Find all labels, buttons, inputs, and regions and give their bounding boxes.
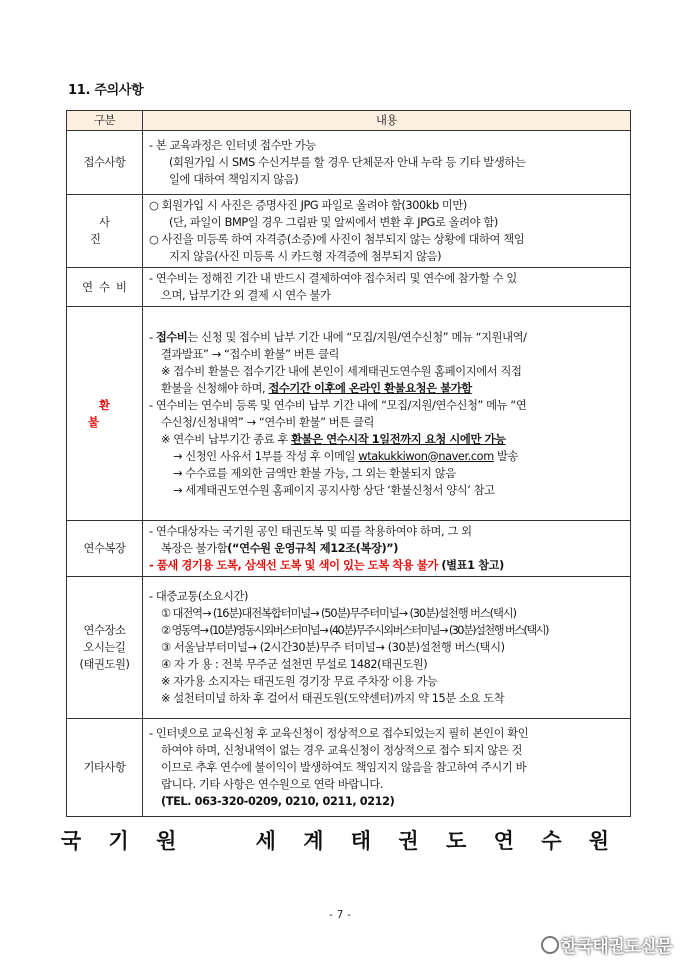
- refund-line-8-text: → 신청인 사유서 1부를 작성 후 이메일: [173, 449, 359, 463]
- category-directions: [67, 577, 143, 719]
- photo-line-4: 지지 않음(사진 미등록 시 카드형 자격증에 첨부되지 않음): [169, 250, 442, 263]
- content-other: [143, 719, 631, 817]
- page-number: - 7 -: [329, 908, 351, 921]
- refund-line-8: [149, 448, 626, 465]
- row-refund: [67, 307, 631, 521]
- refund-dash: -: [149, 330, 156, 344]
- refund-line-10: → 세계태권도연수원 홈페이지 공지사항 상단 ‘환불신청서 양식’ 참고: [173, 483, 495, 497]
- directions-route-4: ④ 자 가 용 : 전북 무주군 설천면 무설로 1482(태권도원): [161, 658, 428, 671]
- photo-line-3: ○ 사진을 미등록 하여 자격증(소증)에 사진이 첨부되지 않는 상황에 대하여 책임: [149, 233, 525, 246]
- other-line-4: 랍니다. 기타 사항은 연수원으로 연락 바랍니다.: [161, 778, 384, 791]
- photo-line-1: ○ 회원가입 시 사진은 증명사진 JPG 파일로 올려야 함(300kb 미만): [149, 199, 467, 212]
- reception-line-2: (회원가입 시 SMS 수신거부를 할 경우 단체문자 안내 누락 등 기타 발생하는: [169, 156, 526, 169]
- content-fee: [143, 268, 631, 307]
- row-fee: [67, 268, 631, 307]
- watermark: [541, 932, 672, 957]
- refund-email-link[interactable]: wtakukkiwon@naver.com: [358, 449, 494, 463]
- uniform-line-1: - 연수대상자는 국기원 공인 태권도복 및 띠를 착용하여야 하며, 그 외: [149, 525, 472, 538]
- uniform-line-3: [149, 557, 626, 574]
- section-title: 11. 주의사항: [68, 83, 144, 98]
- directions-category-line-3: (태권도원): [79, 658, 130, 671]
- directions-note-1: ※ 자가용 소지자는 태권도원 경기장 무료 주차장 이용 가능: [161, 675, 438, 688]
- refund-line-8-end: 발송: [493, 449, 519, 463]
- photo-line-2: (단, 파일이 BMP일 경우 그림판 및 알씨에서 변환 후 JPG로 올려야 함): [169, 216, 498, 229]
- watermark-logo-icon: [541, 936, 559, 954]
- content-directions: [143, 577, 631, 719]
- row-reception: [67, 131, 631, 195]
- table-header-row: [67, 111, 631, 131]
- header-category: 구분: [67, 111, 143, 131]
- directions-route-2: ② 영동역→ (10분)영동시외버스터미널→ (40분)무주시외버스터미널→ (30분)설천행 버스(택시): [161, 624, 548, 637]
- uniform-line-2-text: 복장은 불가함: [161, 542, 228, 555]
- uniform-prohibition: - 품새 경기용 도복, 삼색선 도복 및 색이 있는 도복 착용 불가: [149, 559, 438, 572]
- refund-line-4: [149, 380, 626, 397]
- watermark-text: 한국태권도신문: [560, 937, 672, 957]
- category-fee: 연수비: [67, 268, 143, 307]
- fee-line-1: - 연수비는 정해진 기간 내 반드시 결제하여야 접수처리 및 연수에 참가할 수 있: [149, 272, 517, 285]
- row-directions: [67, 577, 631, 719]
- category-photo: 사진: [67, 195, 143, 268]
- other-tel: (TEL. 063-320-0209, 0210, 0211, 0212): [161, 795, 395, 808]
- category-uniform: 연수복장: [67, 521, 143, 577]
- content-photo: [143, 195, 631, 268]
- directions-route-3: ③ 서울남부터미널→ (2시간30분)무주 터미널→ (30분)설천행 버스(택시): [161, 641, 505, 654]
- category-refund: 환불: [67, 307, 143, 521]
- refund-line-5: - 연수비는 연수비 등록 및 연수비 납부 기간 내에 “모집/지원/연수신청” 메뉴 “연: [149, 398, 527, 412]
- refund-line-3: ※ 접수비 환불은 접수기간 내에 본인이 세계태권도연수원 홈페이지에서 직접: [161, 364, 522, 378]
- content-uniform: [143, 521, 631, 577]
- content-reception: [143, 131, 631, 195]
- refund-line-4-text: 환불을 신청해야 하며,: [161, 381, 269, 395]
- refund-line-6: 수신청/신청내역” → “연수비 환불” 버튼 클릭: [161, 415, 374, 429]
- fee-line-2: 으며, 납부기간 외 결제 시 연수 불가: [161, 289, 331, 302]
- uniform-appendix-ref: (별표1 참고): [437, 559, 504, 572]
- refund-line-1: [149, 329, 626, 346]
- refund-line-7-text: ※ 연수비 납부기간 종료 후: [161, 432, 292, 446]
- other-line-2: 하여야 하며, 신청내역이 없는 경우 교육신청이 정상적으로 접수 되지 않은 것: [161, 744, 523, 757]
- reception-line-3: 일에 대하여 책임지지 않음): [169, 173, 299, 186]
- content-refund: [143, 307, 631, 521]
- refund-line-7: [149, 431, 626, 448]
- directions-category-line-1: 연수장소: [83, 624, 126, 637]
- row-uniform: [67, 521, 631, 577]
- refund-line-2: 결과발표” → “접수비 환불” 버튼 클릭: [161, 347, 340, 361]
- uniform-rule-reference: (“연수원 운영규칙 제12조(복장)”): [227, 542, 399, 555]
- refund-line-1-text: 는 신청 및 접수비 납부 기간 내에 “모집/지원/연수신청” 메뉴 “지원내역/: [187, 330, 527, 344]
- header-content: 내용: [143, 111, 631, 131]
- uniform-line-2: [149, 540, 626, 557]
- directions-note-2: ※ 설천터미널 하차 후 걸어서 태권도원(도약센터)까지 약 15분 소요 도착: [161, 692, 505, 705]
- category-reception: 접수사항: [67, 131, 143, 195]
- refund-fee-bold: 접수비: [155, 330, 188, 344]
- refund-online-notice: 접수기간 이후에 온라인 환불요청은 불가함: [268, 381, 472, 395]
- other-line-3: 이므로 추후 연수에 불이익이 발생하여도 책임지지 않음을 참고하여 주시기 바: [161, 761, 527, 774]
- footer-title: 국 기 원 세 계 태 권 도 연 수 원: [60, 829, 620, 853]
- directions-line-1: - 대중교통(소요시간): [149, 590, 248, 603]
- refund-deadline-notice: 환불은 연수시작 1일전까지 요청 시에만 가능: [291, 432, 506, 446]
- reception-line-1: - 본 교육과정은 인터넷 접수만 가능: [149, 139, 316, 152]
- row-photo: [67, 195, 631, 268]
- other-line-1: - 인터넷으로 교육신청 후 교육신청이 정상적으로 접수되었는지 필히 본인이 확인: [149, 727, 529, 740]
- directions-route-1: ① 대전역→ (16분)대전복합터미널→ (50분)무주터미널→ (30분)설천행 버스(택시): [161, 607, 516, 620]
- category-other: 기타사항: [67, 719, 143, 817]
- row-other: [67, 719, 631, 817]
- refund-line-9: → 수수료를 제외한 금액만 환불 가능, 그 외는 환불되지 않음: [173, 466, 456, 480]
- directions-category-line-2: 오시는길: [83, 641, 126, 654]
- notice-table: [66, 110, 631, 817]
